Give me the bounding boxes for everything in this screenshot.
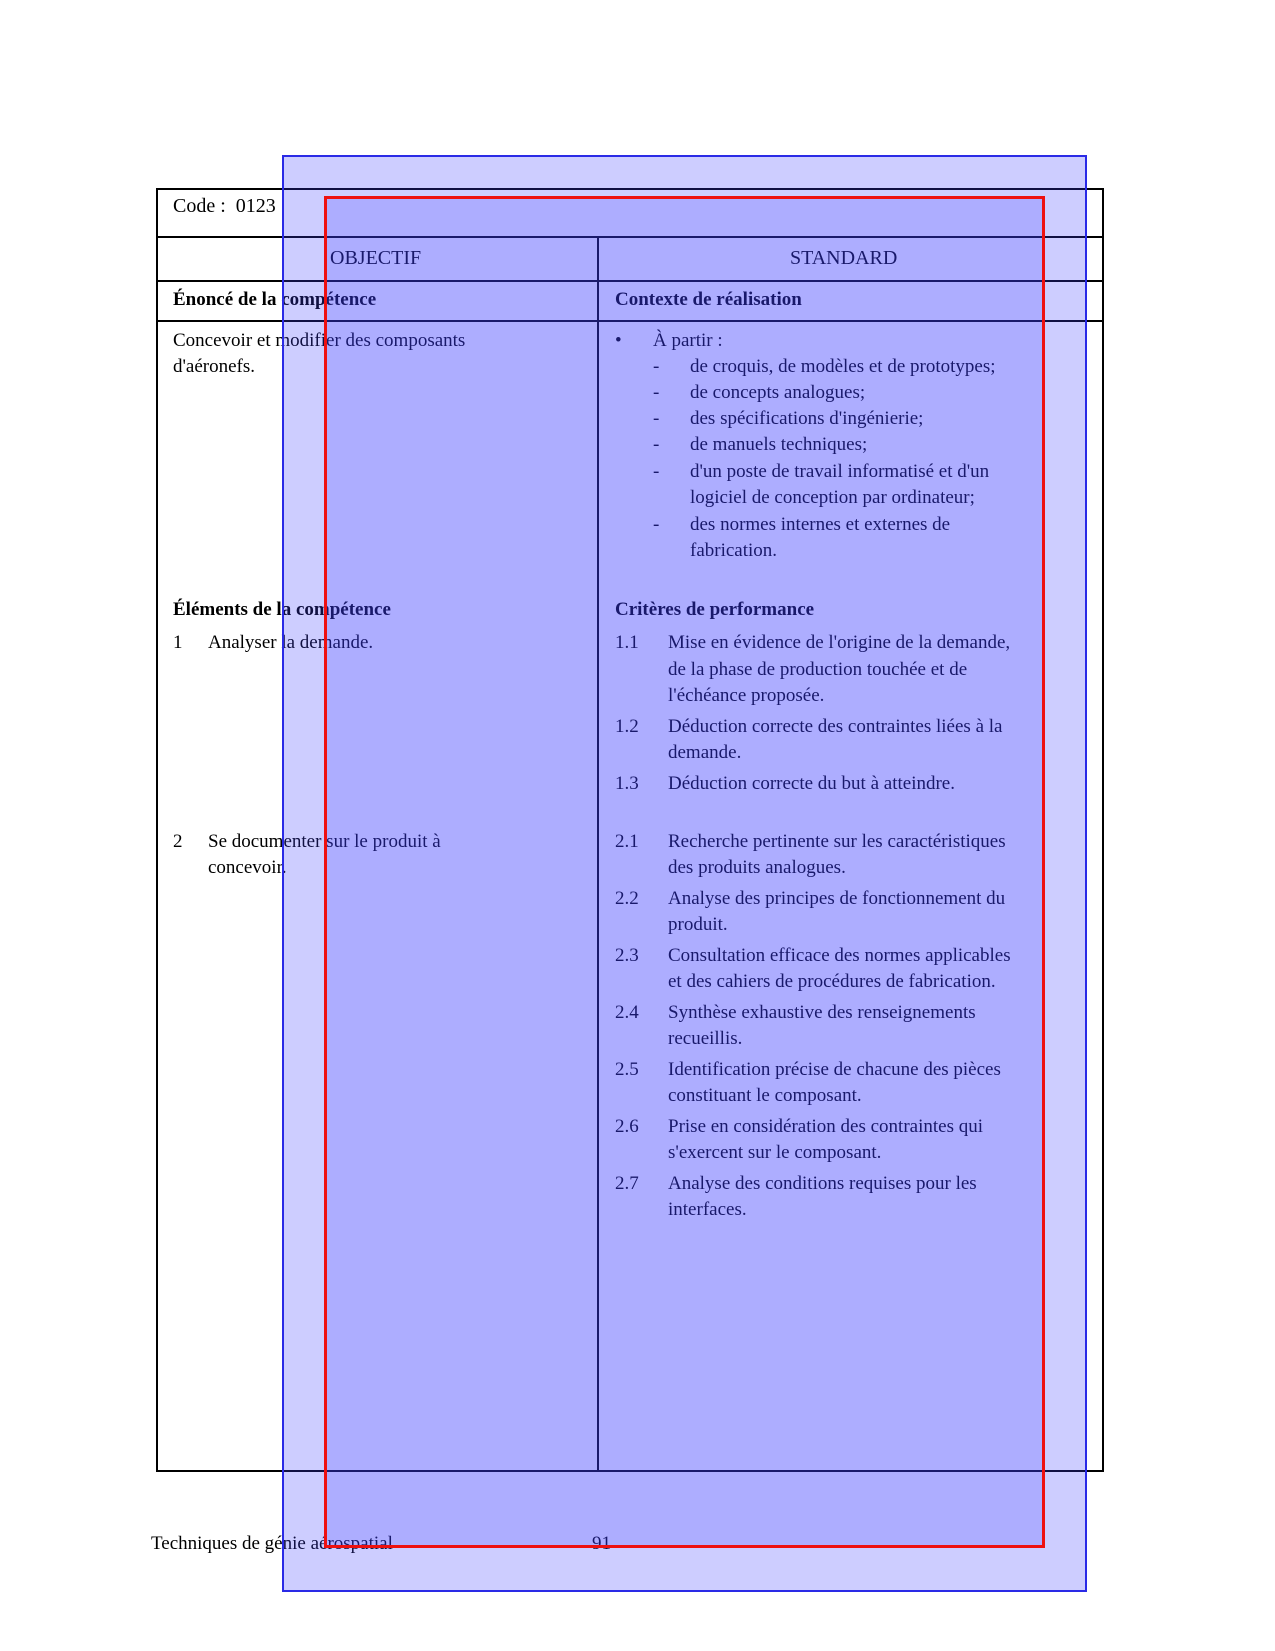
contexte-intro: À partir : — [653, 330, 723, 351]
enonce-line: Concevoir et modifier des composants — [173, 330, 466, 351]
elements-title: Éléments de la compétence — [173, 599, 391, 620]
critere-line: Analyse des principes de fonctionnement du — [668, 888, 1006, 909]
critere-line: Mise en évidence de l'origine de la demande, — [668, 632, 1011, 653]
critere-line: Déduction correcte des contraintes liées à la — [668, 716, 1003, 737]
code-value: 0123 — [235, 195, 276, 217]
dash-icon: - — [653, 461, 660, 482]
critere-number: 2.5 — [615, 1059, 639, 1080]
contexte-item-line: des spécifications d'ingénierie; — [690, 408, 924, 429]
critere-line: Identification précise de chacune des pièces — [668, 1059, 1001, 1080]
critere-line: et des cahiers de procédures de fabrication. — [668, 971, 996, 992]
dash-icon: - — [653, 514, 660, 535]
critere-number: 2.4 — [615, 1002, 639, 1023]
dash-icon: - — [653, 408, 660, 429]
enonce-line: d'aéronefs. — [173, 356, 256, 377]
code-row — [173, 196, 276, 216]
annotation-inner-box — [324, 196, 1045, 1548]
contexte-item-line: de croquis, de modèles et de prototypes; — [690, 356, 996, 377]
objectif-header: OBJECTIF — [330, 247, 422, 269]
critere-line: de la phase de production touchée et de — [668, 659, 968, 680]
table-left-border — [156, 188, 158, 1472]
element-line: Analyser la demande. — [208, 632, 374, 653]
critere-line: constituant le composant. — [668, 1085, 862, 1106]
contexte-item-line: des normes internes et externes de — [690, 514, 951, 535]
contexte-item-line: fabrication. — [690, 540, 778, 561]
contexte-item-line: de manuels techniques; — [690, 434, 868, 455]
critere-line: recueillis. — [668, 1028, 743, 1049]
element-line: concevoir. — [208, 857, 287, 878]
critere-line: Déduction correcte du but à atteindre. — [668, 773, 955, 794]
critere-line: interfaces. — [668, 1199, 747, 1220]
contexte-item-line: de concepts analogues; — [690, 382, 866, 403]
enonce-title: Énoncé de la compétence — [173, 289, 377, 310]
critere-line: produit. — [668, 914, 728, 935]
critere-line: Consultation efficace des normes applicables — [668, 945, 1011, 966]
critere-line: s'exercent sur le composant. — [668, 1142, 882, 1163]
critere-number: 2.7 — [615, 1173, 639, 1194]
critere-number: 2.3 — [615, 945, 639, 966]
element-number: 2 — [173, 831, 183, 852]
dash-icon: - — [653, 382, 660, 403]
critere-number: 1.3 — [615, 773, 639, 794]
standard-header: STANDARD — [790, 247, 898, 269]
critere-line: l'échéance proposée. — [668, 685, 825, 706]
critere-line: Recherche pertinente sur les caractéristiques — [668, 831, 1006, 852]
critere-line: demande. — [668, 742, 742, 763]
critere-number: 2.1 — [615, 831, 639, 852]
table-right-border — [1102, 188, 1104, 1472]
critere-number: 2.2 — [615, 888, 639, 909]
code-label: Code : — [173, 195, 226, 217]
critere-number: 1.1 — [615, 632, 639, 653]
critere-line: Prise en considération des contraintes qui — [668, 1116, 984, 1137]
element-number: 1 — [173, 632, 183, 653]
contexte-title: Contexte de réalisation — [615, 289, 802, 310]
contexte-item-line: d'un poste de travail informatisé et d'un — [690, 461, 990, 482]
critere-line: Synthèse exhaustive des renseignements — [668, 1002, 976, 1023]
element-line: Se documenter sur le produit à — [208, 831, 441, 852]
dash-icon: - — [653, 434, 660, 455]
footer-program: Techniques de génie aérospatial — [151, 1533, 393, 1554]
dash-icon: - — [653, 356, 660, 377]
footer-page-number: 91 — [592, 1533, 611, 1554]
critere-line: Analyse des conditions requises pour les — [668, 1173, 977, 1194]
critere-number: 1.2 — [615, 716, 639, 737]
critere-line: des produits analogues. — [668, 857, 846, 878]
contexte-item-line: logiciel de conception par ordinateur; — [690, 487, 975, 508]
critere-number: 2.6 — [615, 1116, 639, 1137]
criteres-title: Critères de performance — [615, 599, 815, 620]
bullet-icon: • — [615, 330, 622, 351]
